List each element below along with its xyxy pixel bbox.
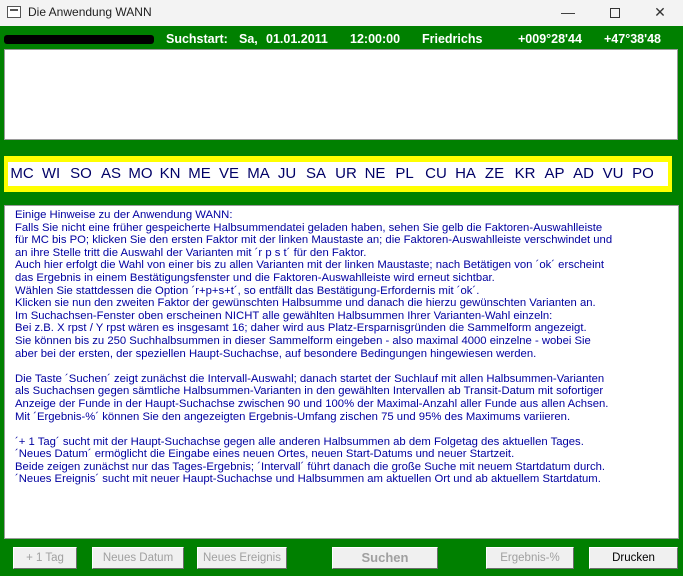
hint-line: ´+ 1 Tag´ sucht mit der Haupt-Suchachse gegen alle anderen Halbsummen ab dem Folgetag des aktuellen Tages. [15,435,584,448]
search-start-label: Suchstart: [166,32,228,46]
factor-pl[interactable]: PL [395,165,414,182]
hint-line: Im Suchachsen-Fenster oben erscheinen NICHT alle gewählten Halbsummen Ihrer Varianten-Wahl einzeln: [15,309,553,322]
hint-line: für MC bis PO; klicken Sie den ersten Faktor mit der linken Maustaste an; die Faktoren-Auswahlleiste verschwindet und [15,234,613,247]
button-bar [0,545,683,571]
factor-ap[interactable]: AP [544,165,565,182]
factor-mc[interactable]: MC [10,165,34,182]
window-title: Die Anwendung WANN [28,5,152,19]
factor-as[interactable]: AS [100,165,121,182]
hint-line: als Suchachsen gegen sämtliche Halbsummen-Varianten in den gewählten Intervallen ab Transit-Datum mit sofortiger [15,385,604,398]
title-bar [0,0,683,27]
hint-line: Mit ´Ergebnis-%´ können Sie den angezeigten Ergebnis-Umfang zischen 75 und 95% des Maximums variieren. [15,410,571,423]
factor-kn[interactable]: KN [159,165,181,182]
search-axes-box[interactable] [4,49,678,140]
hint-line: ´Neues Datum´ ermöglicht die Eingabe eines neuen Ortes, neuen Start-Datums und neuer Startzeit. [15,448,515,461]
hint-line: Einige Hinweise zu der Anwendung WANN: [15,209,233,221]
factor-ju[interactable]: JU [277,165,297,182]
longitude: +009°28'44 [518,32,582,46]
app-icon [7,6,21,18]
hint-line: Bei z.B. X rpst / Y rpst wären es insgesamt 16; daher wird aus Platz-Ersparnisgründen die Sammelform angezeigt. [15,322,587,335]
maximize-button[interactable] [592,0,638,26]
plus-one-day-button[interactable]: + 1 Tag [13,547,77,569]
hint-line: Anzeige der Funde in der Haupt-Suchachse zwischen 90 und 100% der Maximal-Anzahl aller Funde aus allen Achsen. [15,397,609,410]
status-bar [0,26,683,48]
factor-list [8,162,668,186]
hint-line: an ihre Stelle tritt die Auswahl der Varianten mit ´r p s t´ für den Faktor. [15,246,367,259]
factor-po[interactable]: PO [632,165,654,182]
hint-line: Auch hier erfolgt die Wahl von einer bis zu allen Varianten mit der linken Maustaste; nach Betätigen von ´ok´ erscheint [15,259,605,272]
hint-line: das Ergebnis in einem Bestätigungsfenster und die Faktoren-Auswahlleiste wird erneut sichtbar. [15,271,495,284]
hint-line: ´Neues Ereignis´ sucht mit neuer Haupt-Suchachse und Halbsummen am aktuellen Ort und ab aktuellem Startdatum. [15,473,601,486]
factor-ze[interactable]: ZE [484,165,505,182]
new-event-button[interactable]: Neues Ereignis [197,547,287,569]
factor-ve[interactable]: VE [218,165,239,182]
search-location: Friedrichs [422,32,483,46]
factor-ma[interactable]: MA [247,165,270,182]
print-button[interactable]: Drucken [589,547,678,569]
minimize-button[interactable]: — [561,4,575,20]
factor-kr[interactable]: KR [514,165,536,182]
factor-so[interactable]: SO [70,165,92,182]
search-start-weekday: Sa, [239,32,258,46]
hints-box [4,205,679,539]
search-start-time: 12:00:00 [350,32,401,46]
search-button[interactable]: Suchen [332,547,438,569]
result-percent-button[interactable]: Ergebnis-% [486,547,574,569]
hint-line [15,423,678,436]
factor-me[interactable]: ME [188,165,211,182]
maximize-icon [610,8,620,18]
redacted-name [4,35,154,44]
factor-wi[interactable]: WI [41,165,61,182]
factor-ur[interactable]: UR [335,165,357,182]
factor-cu[interactable]: CU [425,165,447,182]
hint-line [15,360,678,373]
factor-vu[interactable]: VU [602,165,624,182]
new-date-button[interactable]: Neues Datum [92,547,184,569]
hint-line: Die Taste ´Suchen´ zeigt zunächst die Intervall-Auswahl; danach startet der Suchlauf mit allen Halbsummen-Varianten [15,372,605,385]
hint-line: Wählen Sie stattdessen die Option ´r+p+s+t´, so entfällt das Bestätigung-Erfordernis mit ´ok´. [15,284,480,297]
main-frame [0,26,683,576]
search-start-date: 01.01.2011 [266,32,328,46]
hint-line: Klicken sie nun den zweiten Faktor der gewünschten Halbsumme und danach die hierzu gewünschten Varianten an. [15,297,596,310]
factor-selection-bar [4,156,672,192]
factor-ne[interactable]: NE [364,165,386,182]
factor-ad[interactable]: AD [573,165,594,182]
factor-ha[interactable]: HA [455,165,476,182]
close-button[interactable]: ✕ [654,4,666,20]
hint-line: Falls Sie nicht eine früher gespeicherte Halbsummendatei geladen haben, sehen Sie gelb die Faktoren-Auswahlleiste [15,221,603,234]
hint-line: Sie können bis zu 250 Suchhalbsummen in dieser Sammelform eingeben - also maximal 4000 einzelne - wobei Sie [15,334,591,347]
factor-mo[interactable]: MO [128,165,153,182]
factor-sa[interactable]: SA [305,165,326,182]
hint-line: aber bei der ersten, der speziellen Haupt-Suchachse, auf besondere Bedingungen hingewiesen werden. [15,347,537,360]
latitude: +47°38'48 [604,32,661,46]
hint-line: Beide zeigen zunächst nur das Tages-Ergebnis; ´Intervall´ führt danach die große Suche mit neuem Startdatum durch. [15,460,606,473]
